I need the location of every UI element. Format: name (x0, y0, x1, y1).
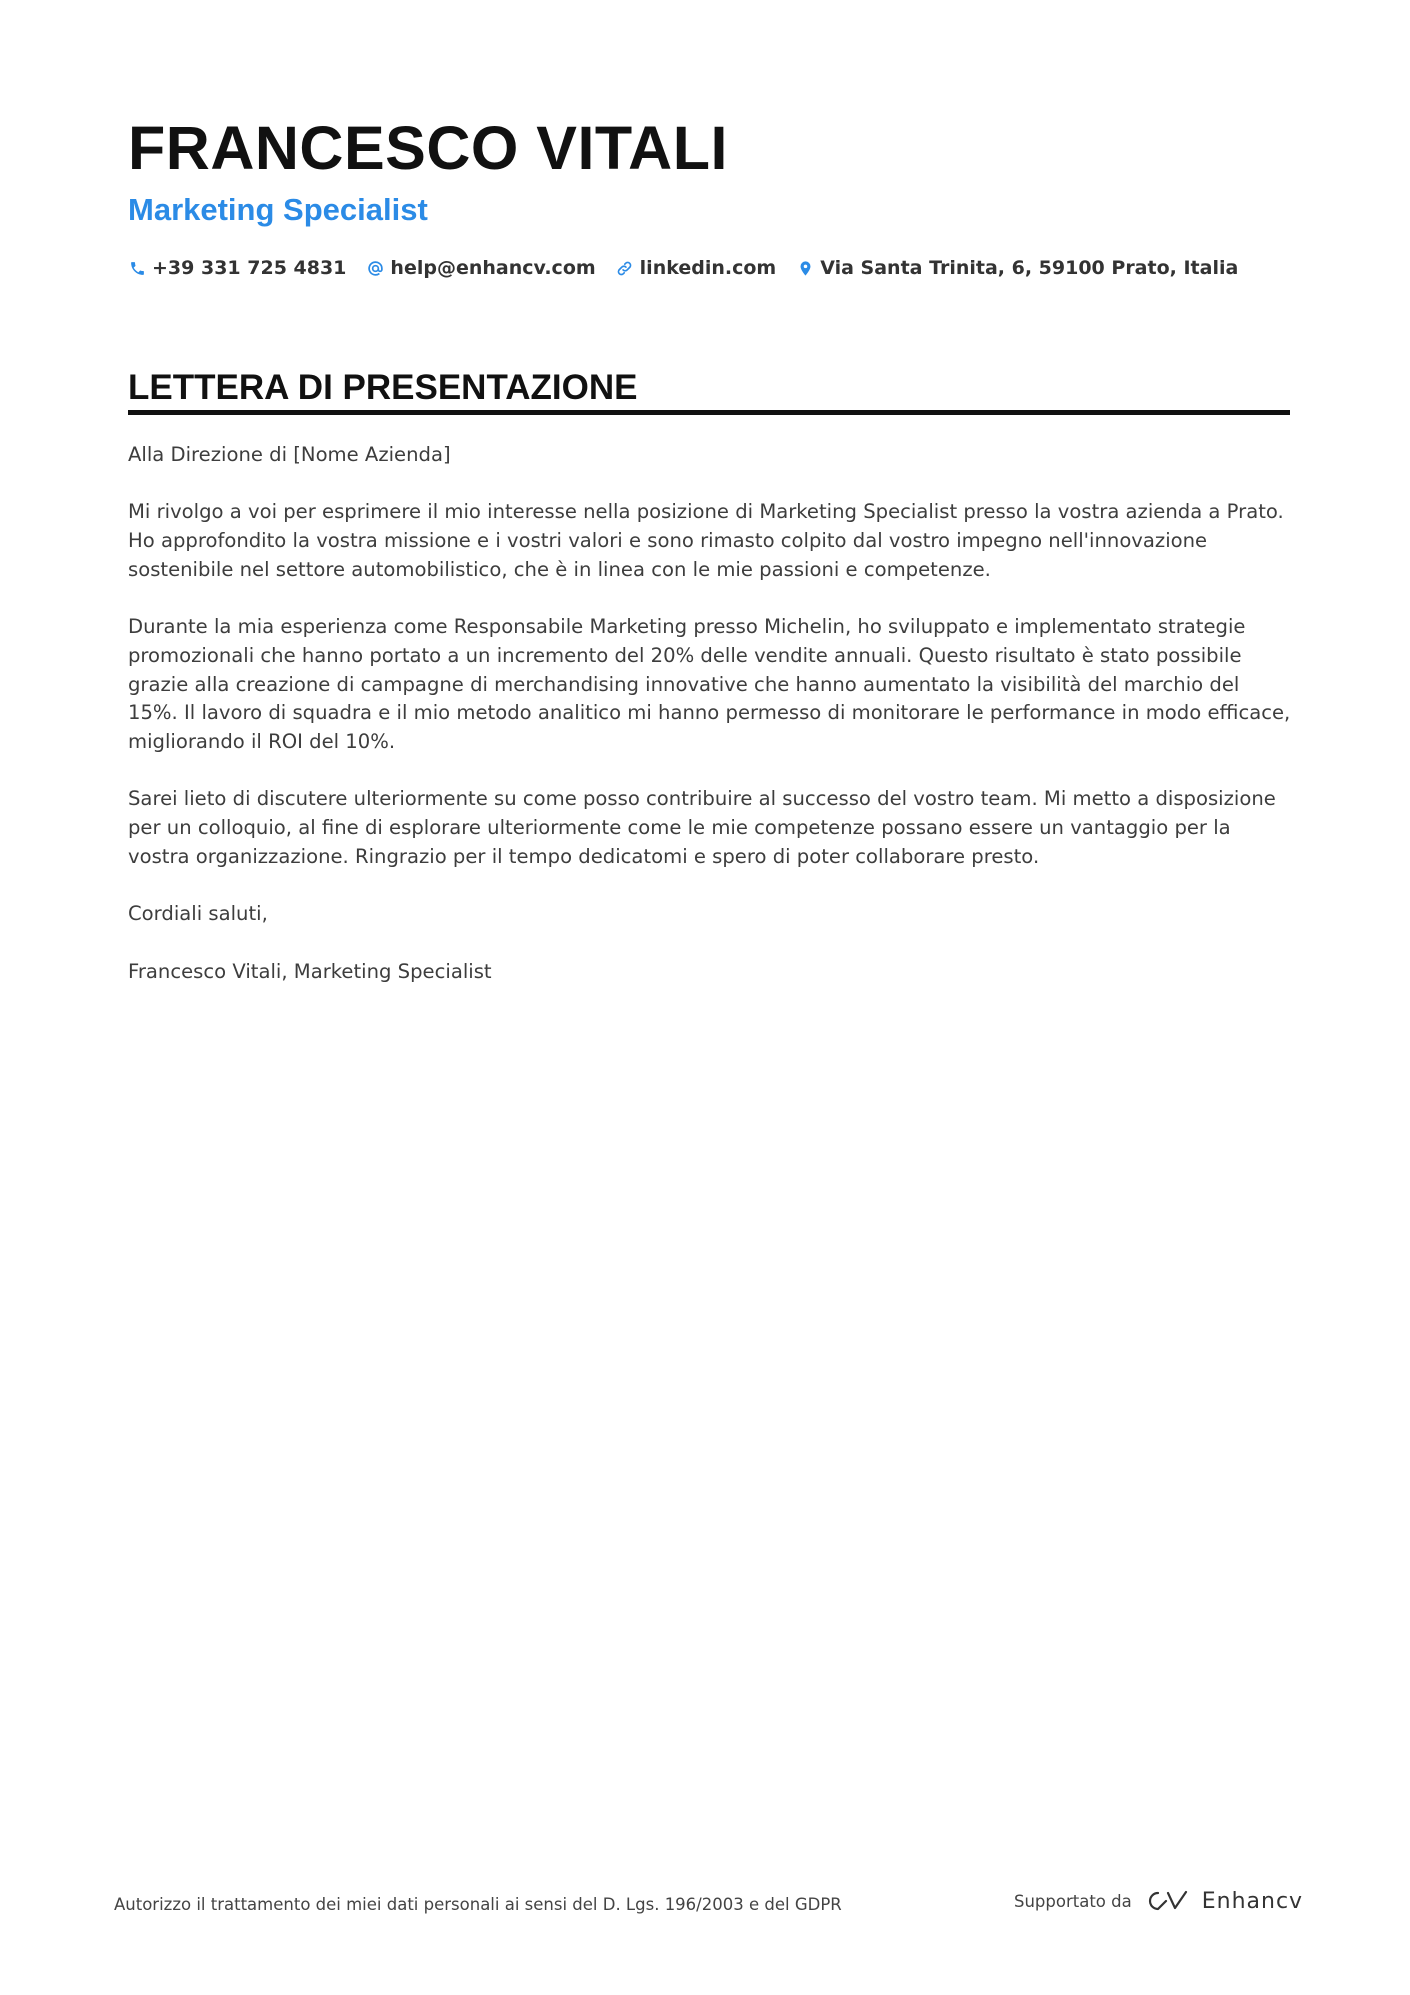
enhancv-brand: Enhancv (1201, 1888, 1304, 1914)
contact-linkedin-text: linkedin.com (639, 257, 777, 279)
contact-email-text: help@enhancv.com (390, 257, 596, 279)
letter-closing: Cordiali saluti, (128, 902, 268, 926)
candidate-name: FRANCESCO VITALI (128, 114, 728, 182)
letter-salutation: Alla Direzione di [Nome Azienda] (128, 443, 451, 466)
powered-by-label: Supportato da (1014, 1891, 1132, 1911)
section-title: LETTERA DI PRESENTAZIONE (128, 368, 638, 407)
letter-paragraph-3: Sarei lieto di discutere ulteriormente su come posso contribuire al successo del vostro team. Mi metto a disposizione per un colloquio, al fine di esplorare ulteriormente come le mie competenze possano essere un vantaggio per la vostra organizzazione. Ringrazio per il tempo dedicatomi e spero di poter collaborare presto. (128, 787, 1276, 868)
enhancv-logo-icon (1144, 1888, 1190, 1914)
contact-bar (128, 253, 1258, 283)
contact-linkedin[interactable] (616, 257, 777, 279)
link-icon (616, 259, 634, 277)
privacy-consent-note: Autorizzo il trattamento dei miei dati personali ai sensi del D. Lgs. 196/2003 e del GDPR (114, 1895, 842, 1914)
location-pin-icon (796, 259, 814, 277)
letter-paragraph-1: Mi rivolgo a voi per esprimere il mio interesse nella posizione di Marketing Specialist presso la vostra azienda a Prato. Ho approfondito la vostra missione e i vostri valori e sono rimasto colpito dal vostro impegno nell'innovazione sostenibile nel settore automobilistico, che è in linea con le mie passioni e competenze. (128, 500, 1284, 581)
contact-email[interactable] (366, 257, 595, 279)
contact-phone[interactable] (128, 257, 346, 279)
letter-body (128, 441, 1294, 1015)
contact-address (796, 257, 1238, 279)
powered-by[interactable] (1014, 1888, 1303, 1914)
phone-icon (128, 259, 146, 277)
letter-paragraph-2: Durante la mia esperienza come Responsabile Marketing presso Michelin, ho sviluppato e implementato strategie promozionali che hanno portato a un incremento del 20% delle vendite annuali. Questo risultato è stato possibile grazie alla creazione di campagne di merchandising innovative che hanno aumentato la visibilità del marchio del 15%. Il lavoro di squadra e il mio metodo analitico mi hanno permesso di monitorare le performance in modo efficace, migliorando il ROI del 10%. (128, 615, 1291, 753)
contact-phone-text: +39 331 725 4831 (152, 257, 347, 279)
at-icon (366, 259, 384, 277)
job-title: Marketing Specialist (128, 192, 428, 227)
section-divider (128, 410, 1290, 415)
contact-address-text: Via Santa Trinita, 6, 59100 Prato, Italia (820, 257, 1239, 279)
letter-signature: Francesco Vitali, Marketing Specialist (128, 959, 492, 983)
